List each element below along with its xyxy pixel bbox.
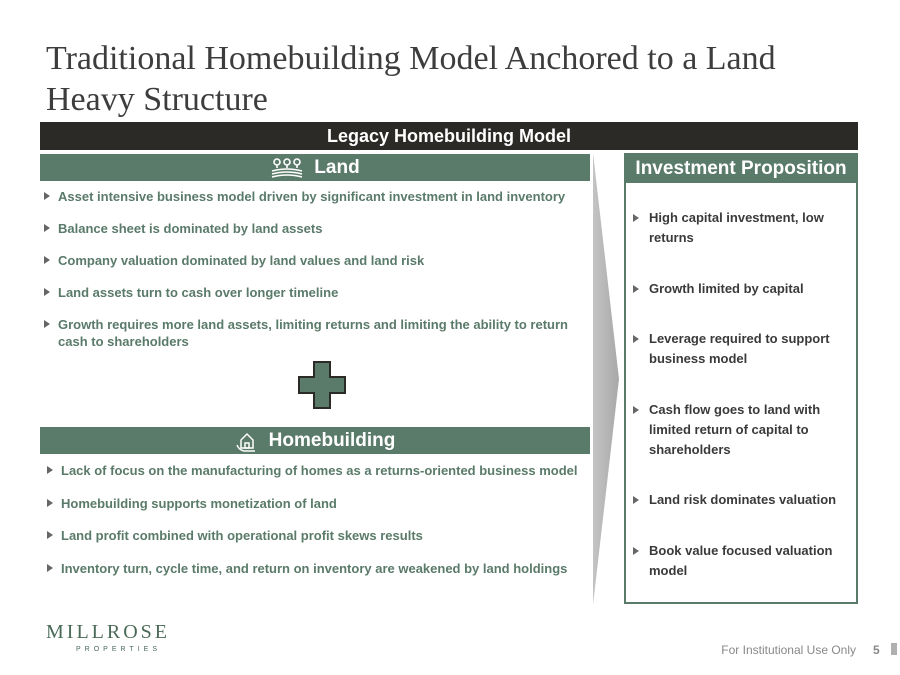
investment-bullet: High capital investment, low returns — [633, 208, 853, 248]
bullet-arrow-icon — [633, 496, 639, 504]
land-plots-icon — [270, 157, 304, 179]
land-bullet: Company valuation dominated by land values and land risk — [44, 252, 589, 269]
land-bullet-list — [44, 188, 589, 365]
logo-name: MILLROSE — [46, 621, 170, 643]
footer-disclaimer: For Institutional Use Only — [721, 643, 856, 657]
bullet-arrow-icon — [47, 466, 53, 474]
bullet-arrow-icon — [633, 214, 639, 222]
bullet-arrow-icon — [47, 499, 53, 507]
homebuilding-bullet: Land profit combined with operational profit skews results — [47, 527, 592, 544]
legacy-model-banner: Legacy Homebuilding Model — [40, 122, 858, 150]
plus-icon — [298, 361, 346, 409]
land-bullet: Growth requires more land assets, limiting returns and limiting the ability to return cash to shareholders — [44, 316, 589, 350]
land-bullet: Balance sheet is dominated by land assets — [44, 220, 589, 237]
company-logo — [46, 621, 186, 653]
bullet-arrow-icon — [44, 256, 50, 264]
bullet-arrow-icon — [47, 531, 53, 539]
investment-bullet: Leverage required to support business model — [633, 329, 853, 369]
homebuilding-bullet: Homebuilding supports monetization of land — [47, 495, 592, 512]
page-marker — [891, 643, 897, 655]
investment-bullet: Book value focused valuation model — [633, 541, 853, 581]
bullet-arrow-icon — [44, 288, 50, 296]
investment-bullet-list — [633, 208, 853, 612]
investment-bullet: Cash flow goes to land with limited return of capital to shareholders — [633, 400, 853, 460]
bullet-arrow-icon — [633, 335, 639, 343]
homebuilding-bullet: Lack of focus on the manufacturing of homes as a returns-oriented business model — [47, 462, 592, 479]
page-title: Traditional Homebuilding Model Anchored to a Land Heavy Structure — [46, 40, 776, 118]
land-heading: Land — [314, 157, 360, 178]
bullet-arrow-icon — [47, 564, 53, 572]
investment-proposition-heading: Investment Proposition — [626, 155, 856, 183]
bullet-arrow-icon — [633, 547, 639, 555]
homebuilding-bullet-list — [47, 462, 592, 592]
bullet-arrow-icon — [44, 192, 50, 200]
investment-bullet: Growth limited by capital — [633, 279, 853, 299]
house-in-hand-icon — [235, 429, 259, 453]
logo-subtitle: PROPERTIES — [76, 646, 161, 653]
homebuilding-bullet: Inventory turn, cycle time, and return on inventory are weakened by land holdings — [47, 560, 592, 577]
land-bullet: Land assets turn to cash over longer timeline — [44, 284, 589, 301]
bullet-arrow-icon — [44, 224, 50, 232]
bullet-arrow-icon — [633, 406, 639, 414]
land-bullet: Asset intensive business model driven by significant investment in land inventory — [44, 188, 589, 205]
page-number: 5 — [873, 643, 880, 657]
investment-bullet: Land risk dominates valuation — [633, 490, 853, 510]
homebuilding-heading: Homebuilding — [268, 430, 396, 451]
homebuilding-section-header — [40, 427, 590, 454]
bullet-arrow-icon — [633, 285, 639, 293]
investment-proposition-panel — [624, 153, 858, 604]
chevron-arrow-icon — [593, 153, 621, 605]
land-section-header — [40, 154, 590, 181]
bullet-arrow-icon — [44, 320, 50, 328]
